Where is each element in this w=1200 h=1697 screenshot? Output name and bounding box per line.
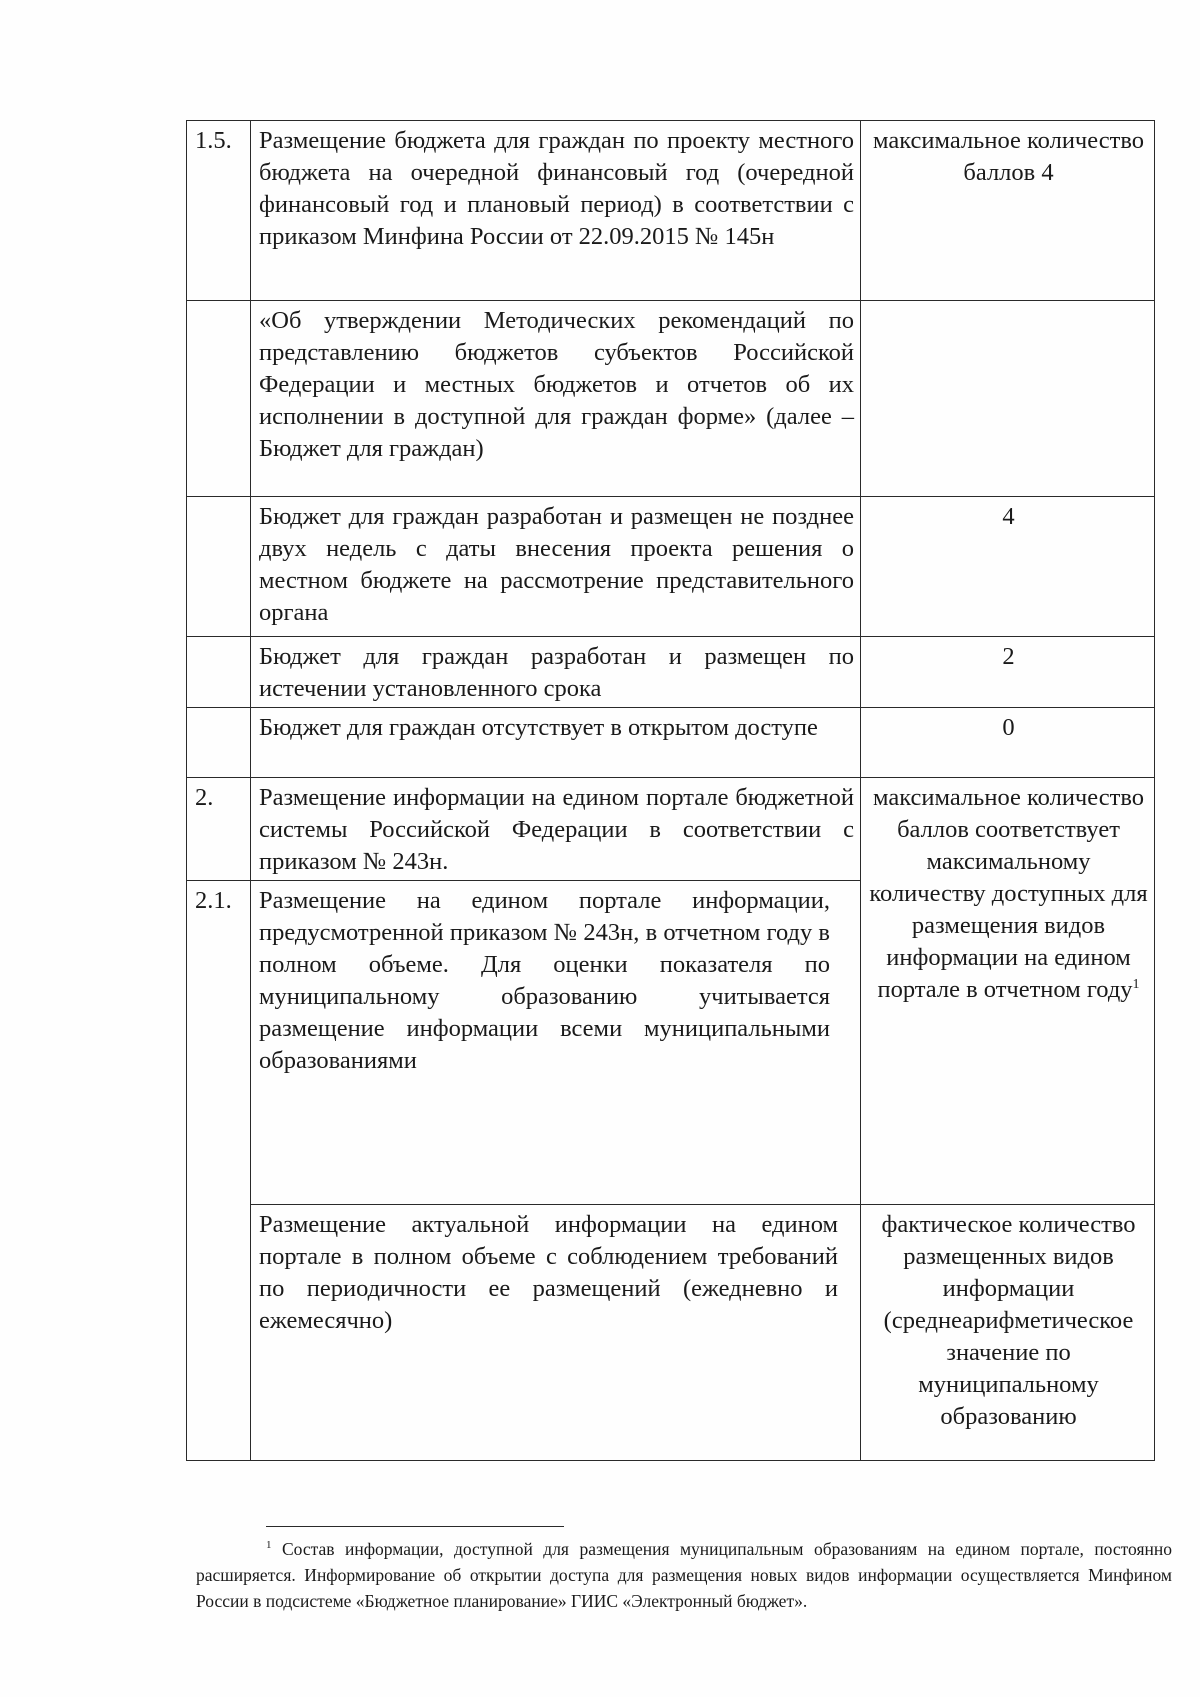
row-number — [187, 497, 251, 637]
row-score: 4 — [861, 497, 1155, 637]
row-text: Бюджет для граждан разработан и размещен не позднее двух недель с даты внесения проекта решения о местном бюджете на рассмотрение представительного органа — [251, 497, 861, 637]
row-score: максимальное количество баллов 4 — [861, 121, 1155, 301]
table-row — [187, 1205, 1155, 1461]
table-row — [187, 778, 1155, 881]
table-row — [187, 497, 1155, 637]
table-row — [187, 708, 1155, 778]
row-number: 2. — [187, 778, 251, 881]
row-score: 0 — [861, 708, 1155, 778]
row-score-text: максимальное количество баллов соответствует максимальному количеству доступных для размещения видов информации на едином портале в отчетном году — [869, 784, 1148, 1003]
row-number: 1.5. — [187, 121, 251, 301]
row-number — [187, 301, 251, 497]
footnote-reference: 1 — [1132, 976, 1140, 992]
table-row — [187, 301, 1155, 497]
row-text: Размещение на едином портале информации, предусмотренной приказом № 243н, в отчетном году в полном объеме. Для оценки показателя по муниципальному образованию учитывается размещение информации всеми муниципальными образованиями — [251, 881, 861, 1205]
table-row — [187, 121, 1155, 301]
row-number — [187, 637, 251, 708]
row-score — [861, 301, 1155, 497]
row-score: фактическое количество размещенных видов информации (среднеарифметическое значение по муниципальному образованию — [861, 1205, 1155, 1461]
row-number — [187, 708, 251, 778]
row-number — [187, 1205, 251, 1461]
footnote-marker: 1 — [266, 1539, 272, 1552]
row-text: Бюджет для граждан отсутствует в открытом доступе — [251, 708, 861, 778]
row-text: «Об утверждении Методических рекомендаций по представлению бюджетов субъектов Российской Федерации и местных бюджетов и отчетов об их исполнении в доступной для граждан форме» (далее – Бюджет для граждан) — [251, 301, 861, 497]
row-text: Бюджет для граждан разработан и размещен по истечении установленного срока — [251, 637, 861, 708]
footnote-text: Состав информации, доступной для размещения муниципальным образованиям на едином портале, постоянно расширяется. Информирование об открытии доступа для размещения новых видов информации осуществляется Минфином России в подсистеме «Бюджетное планирование» ГИИС «Электронный бюджет». — [196, 1539, 1172, 1611]
row-score — [861, 778, 1155, 1205]
footnote-divider — [266, 1526, 564, 1527]
row-score: 2 — [861, 637, 1155, 708]
row-text: Размещение информации на едином портале бюджетной системы Российской Федерации в соответствии с приказом № 243н. — [251, 778, 861, 881]
row-number: 2.1. — [187, 881, 251, 1205]
footnote — [196, 1536, 1172, 1614]
row-text: Размещение бюджета для граждан по проекту местного бюджета на очередной финансовый год (очередной финансовый год и плановый период) в соответствии с приказом Минфина России от 22.09.2015 № 145н — [251, 121, 861, 301]
row-text: Размещение актуальной информации на едином портале в полном объеме с соблюдением требований по периодичности ее размещений (ежедневно и ежемесячно) — [251, 1205, 861, 1461]
table-row — [187, 637, 1155, 708]
criteria-table — [186, 120, 1155, 1461]
